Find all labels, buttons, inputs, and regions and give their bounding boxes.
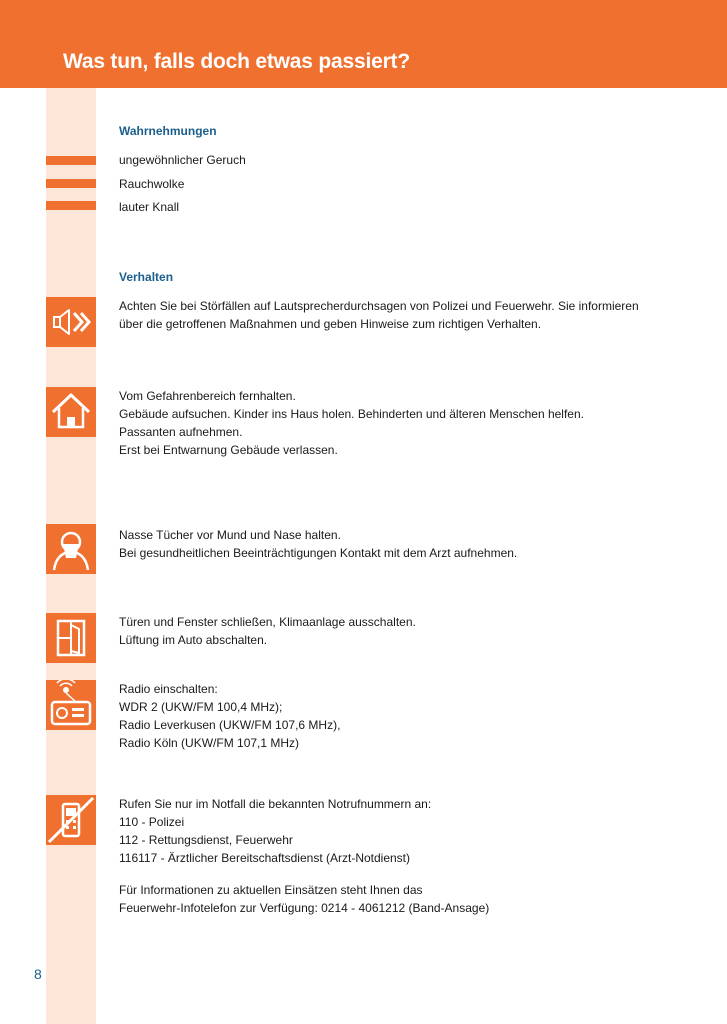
text-line: Passanten aufnehmen. <box>119 425 243 439</box>
bullet-bar <box>46 179 96 188</box>
text-line: 110 - Polizei <box>119 815 185 829</box>
text-line: Vom Gefahrenbereich fernhalten. <box>119 389 296 403</box>
behavior-text-cloth <box>119 526 679 562</box>
info-text <box>119 881 679 917</box>
text-line: Lüftung im Auto abschalten. <box>119 633 268 647</box>
text-line: 116117 - Ärztlicher Bereitschaftsdienst (Arzt-Notdienst) <box>119 851 411 865</box>
perception-item: ungewöhnlicher Geruch <box>119 153 246 167</box>
text-line: Radio einschalten: <box>119 682 218 696</box>
text-line: Bei gesundheitlichen Beeinträchtigungen Kontakt mit dem Arzt aufnehmen. <box>119 546 518 560</box>
text-line: Radio Leverkusen (UKW/FM 107,6 MHz), <box>119 718 341 732</box>
behavior-text-phone <box>119 795 679 867</box>
text-line: Nasse Tücher vor Mund und Nase halten. <box>119 528 341 542</box>
behavior-heading: Verhalten <box>119 270 174 284</box>
text-line: über die getroffenen Maßnahmen und geben Hinweise zum richtigen Verhalten. <box>119 317 542 331</box>
window-door-icon <box>46 613 96 663</box>
perception-item: Rauchwolke <box>119 177 185 191</box>
text-line: Türen und Fenster schließen, Klimaanlage ausschalten. <box>119 615 416 629</box>
page-title: Was tun, falls doch etwas passiert? <box>63 50 410 73</box>
behavior-text-radio <box>119 680 679 752</box>
text-line: Erst bei Entwarnung Gebäude verlassen. <box>119 443 338 457</box>
perceptions-heading: Wahrnehmungen <box>119 124 217 138</box>
bullet-bar <box>46 201 96 210</box>
behavior-text-house <box>119 387 679 459</box>
text-line: Rufen Sie nur im Notfall die bekannten Notrufnummern an: <box>119 797 432 811</box>
no-phone-icon <box>46 795 96 845</box>
radio-icon <box>46 680 96 730</box>
bullet-bar <box>46 156 96 165</box>
text-line: Radio Köln (UKW/FM 107,1 MHz) <box>119 736 300 750</box>
perception-item: lauter Knall <box>119 200 180 214</box>
text-line: Feuerwehr-Infotelefon zur Verfügung: 0214 - 4061212 (Band-Ansage) <box>119 901 490 915</box>
behavior-text-window <box>119 613 679 649</box>
text-line: Achten Sie bei Störfällen auf Lautsprecherdurchsagen von Polizei und Feuerwehr. Sie informieren <box>119 299 639 313</box>
face-cloth-icon <box>46 524 96 574</box>
text-line: WDR 2 (UKW/FM 100,4 MHz); <box>119 700 283 714</box>
loudspeaker-icon <box>46 297 96 347</box>
behavior-text-loudspeaker <box>119 297 679 333</box>
text-line: Gebäude aufsuchen. Kinder ins Haus holen. Behinderten und älteren Menschen helfen. <box>119 407 584 421</box>
page-number: 8 <box>34 966 42 982</box>
text-line: Für Informationen zu aktuellen Einsätzen steht Ihnen das <box>119 883 423 897</box>
page-header <box>0 0 727 88</box>
text-line: 112 - Rettungsdienst, Feuerwehr <box>119 833 293 847</box>
house-icon <box>46 387 96 437</box>
